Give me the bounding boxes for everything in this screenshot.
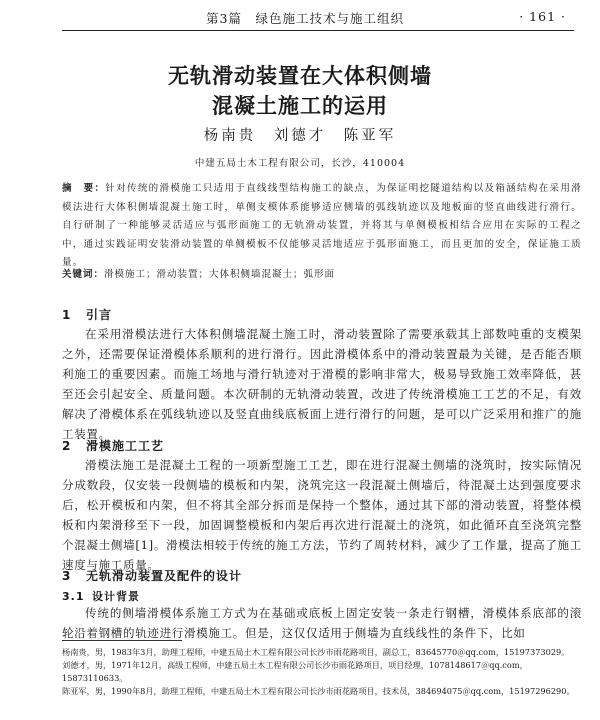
keywords [62,266,582,280]
abstract-label: 摘 要： [62,183,106,194]
section-1-paragraph: 在采用滑模法进行大体积侧墙混凝土施工时，滑动装置除了需要承载其上部数吨重的支模架之外，还需要保证滑模体系顺利的进行滑行。因此滑模体系中的滑动装置最为关键，是否能否顺利施工的重要因素。而施工场地与滑行轨迹对于滑模的影响非常大，极易导致施工效率降低，甚至还会引起安全、质量问题。本次研制的无轨滑动装置，改进了传统滑模施工工艺的不足，有效解决了滑模体系在弧线轨迹以及竖直曲线底板面上进行滑行的问题，是可以广泛采用和推广的施工装置。 [62,327,582,441]
section-number: 3 [62,569,72,583]
section-title: 无轨滑动装置及配件的设计 [86,569,243,583]
footnote: 杨南贵，男，1983年3月，助理工程师，中建五局土木工程有限公司长沙市雨花路项目，副总工，83645770＠qq.com，15197373029。 [62,647,570,657]
section-heading-3 [62,567,242,584]
section-number: 1 [62,308,72,322]
keywords-label: 关键词： [62,269,105,280]
running-header [62,4,574,31]
subsection-heading-3-1 [62,588,140,604]
footnotes [62,646,582,698]
abstract [62,180,582,273]
authors: 杨南贵 刘德才 陈亚军 [203,128,397,144]
footnote-divider [62,640,182,641]
section-title: 引言 [86,308,113,322]
affiliation: 中建五局土木工程有限公司，长沙，410004 [194,158,406,169]
keywords-text: 滑模施工；滑动装置；大体积侧墙混凝土；弧形面 [104,269,336,280]
subsection-title: 设计背景 [92,590,140,603]
paper-title-line-2: 混凝土施工的运用 [212,94,388,118]
footnote: 刘德才，男，1971年12月，高级工程师，中建五局土木工程有限公司长沙市雨花路项目，项目经理，1078148617＠qq.com，15873110633。 [62,660,528,683]
abstract-text: 针对传统的滑模施工只适用于直线线型结构施工的缺点，为保证明挖隧道结构以及箱涵结构在采用滑模法进行大体积侧墙混凝土施工时，单侧支模体系能够适应侧墙的弧线轨迹以及地板面的竖直曲线进行滑行。自行研制了一种能够灵活适应与弧形面施工的无轨滑动装置，并将其与单侧模板相结合应用在实际的工程之中，通过实践证明安装滑动装置的单侧模板不仅能够灵活地适应于弧形面施工，而且更加的安全，保证施工质量。 [62,183,583,268]
section-3-1-paragraph: 传统的侧墙滑模体系施工方式为在基础或底板上固定安装一条走行钢槽，滑模体系底部的滚轮沿着钢槽的轨迹进行滑模施工。但是，这仅仅适用于侧墙为直线线性的条件下，比如 [62,606,582,640]
section-heading-1 [62,306,112,323]
paper-title-line-1: 无轨滑动装置在大体积侧墙 [168,64,432,88]
subsection-number: 3.1 [62,590,85,603]
page-number: · 161 · [519,9,566,24]
section-number: 2 [62,439,72,453]
section-2-paragraph: 滑模法施工是混凝土工程的一项新型施工工艺，即在进行混凝土侧墙的浇筑时，按实际情况分成数段，仅安装一段侧墙的模板和内架，浇筑完这一段混凝土侧墙后，待混凝土达到强度要求后，松开模板和内架，但不将其全部分拆而是保持一个整体，通过其下部的滑动装置，将整体模板和内架滑移至下一段，加固调整模板和内架后再次进行混凝土的浇筑，如此循环直至浇筑完整个混凝土侧墙[1]。滑模法相较于传统的施工方法，节约了周转材料，减少了工作量，提高了施工速度与施工质量。 [62,458,582,572]
section-title: 滑模施工工艺 [86,439,165,453]
section-heading-2 [62,437,164,454]
chapter-title: 第3篇 绿色施工技术与施工组织 [206,11,404,26]
footnote: 陈亚军，男，1990年8月，助理工程师，中建五局土木工程有限公司长沙市雨花路项目，技术员，384694075＠qq.com，15197296290。 [62,686,575,696]
